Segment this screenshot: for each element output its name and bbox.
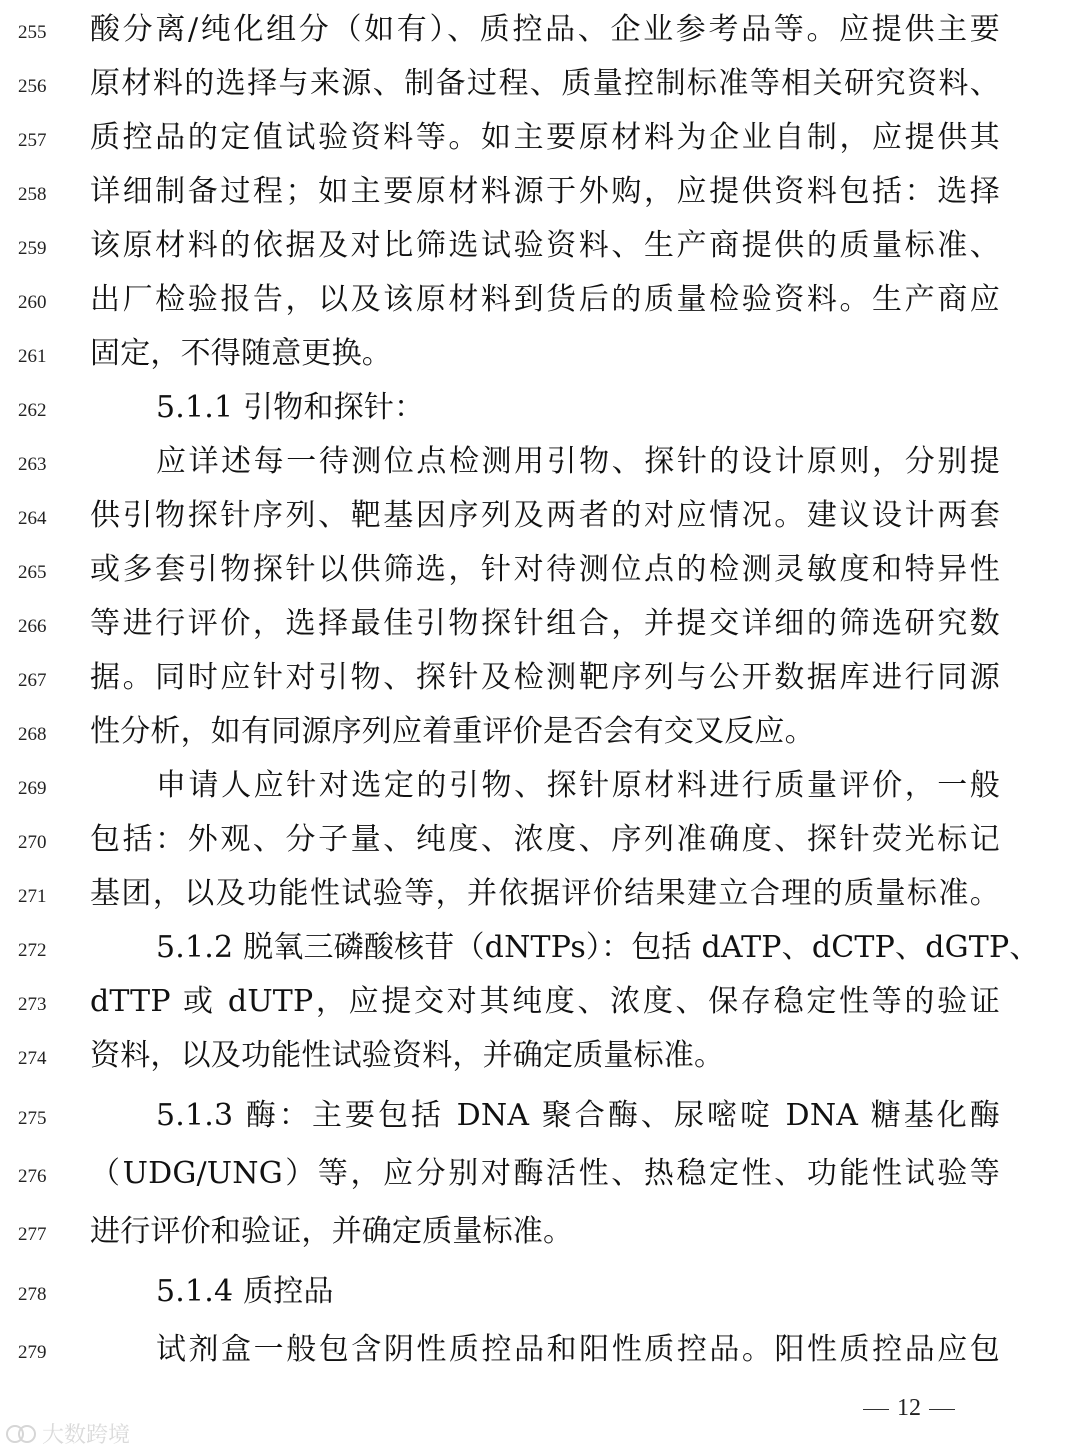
line-number: 279 bbox=[18, 1342, 47, 1363]
line-text: 据。同时应针对引物、探针及检测靶序列与公开数据库进行同源 bbox=[90, 660, 1000, 695]
line-text: 5.1.1 引物和探针： bbox=[156, 390, 425, 425]
line-text: 酸分离/纯化组分（如有）、质控品、企业参考品等。应提供主要 bbox=[90, 12, 1000, 47]
line-text: 5.1.3 酶：主要包括 DNA 聚合酶、尿嘧啶 DNA 糖基化酶 bbox=[156, 1098, 1000, 1133]
document-line bbox=[0, 878, 1080, 918]
line-number: 264 bbox=[18, 508, 47, 529]
line-text: （UDG/UNG）等，应分别对酶活性、热稳定性、功能性试验等 bbox=[90, 1156, 1000, 1191]
line-text: 试剂盒一般包含阴性质控品和阳性质控品。阳性质控品应包 bbox=[156, 1332, 1000, 1367]
line-number: 274 bbox=[18, 1048, 47, 1069]
document-line bbox=[0, 824, 1080, 864]
line-number: 278 bbox=[18, 1284, 47, 1305]
line-text: 或多套引物探针以供筛选，针对待测位点的检测灵敏度和特异性 bbox=[90, 552, 1000, 587]
line-number: 259 bbox=[18, 238, 47, 259]
line-number: 261 bbox=[18, 346, 47, 367]
line-text: dTTP 或 dUTP，应提交对其纯度、浓度、保存稳定性等的验证 bbox=[90, 984, 1000, 1019]
line-number: 265 bbox=[18, 562, 47, 583]
document-line bbox=[0, 986, 1080, 1026]
line-text: 该原材料的依据及对比筛选试验资料、生产商提供的质量标准、 bbox=[90, 228, 1000, 263]
document-line bbox=[0, 608, 1080, 648]
line-text: 等进行评价，选择最佳引物探针组合，并提交详细的筛选研究数 bbox=[90, 606, 1000, 641]
line-text: 应详述每一待测位点检测用引物、探针的设计原则，分别提 bbox=[156, 444, 1000, 479]
document-line bbox=[0, 770, 1080, 810]
line-number: 262 bbox=[18, 400, 47, 421]
line-number: 263 bbox=[18, 454, 47, 475]
line-number: 271 bbox=[18, 886, 47, 907]
document-line bbox=[0, 392, 1080, 432]
document-line bbox=[0, 338, 1080, 378]
line-text: 包括：外观、分子量、纯度、浓度、序列准确度、探针荧光标记 bbox=[90, 822, 1000, 857]
document-line bbox=[0, 446, 1080, 486]
document-line bbox=[0, 716, 1080, 756]
line-number: 266 bbox=[18, 616, 47, 637]
document-line bbox=[0, 1100, 1080, 1140]
document-line bbox=[0, 230, 1080, 270]
line-number: 260 bbox=[18, 292, 47, 313]
line-number: 268 bbox=[18, 724, 47, 745]
document-line bbox=[0, 14, 1080, 54]
line-number: 270 bbox=[18, 832, 47, 853]
document-line bbox=[0, 500, 1080, 540]
line-number: 257 bbox=[18, 130, 47, 151]
document-line bbox=[0, 1334, 1080, 1374]
line-text: 供引物探针序列、靶基因序列及两者的对应情况。建议设计两套 bbox=[90, 498, 1000, 533]
document-line bbox=[0, 1276, 1080, 1316]
document-line bbox=[0, 1216, 1080, 1256]
document-line bbox=[0, 932, 1080, 972]
line-text: 基团，以及功能性试验等，并依据评价结果建立合理的质量标准。 bbox=[90, 876, 1000, 911]
document-line bbox=[0, 176, 1080, 216]
line-number: 277 bbox=[18, 1224, 47, 1245]
line-text: 质控品的定值试验资料等。如主要原材料为企业自制，应提供其 bbox=[90, 120, 1000, 155]
watermark-logo-icon bbox=[6, 1423, 36, 1445]
line-text: 出厂检验报告，以及该原材料到货后的质量检验资料。生产商应 bbox=[90, 282, 1000, 317]
document-line bbox=[0, 662, 1080, 702]
line-number: 275 bbox=[18, 1108, 47, 1129]
line-text: 性分析，如有同源序列应着重评价是否会有交叉反应。 bbox=[90, 714, 815, 749]
document-line bbox=[0, 284, 1080, 324]
page-number: 12 bbox=[897, 1395, 921, 1421]
watermark-text: 大数跨境 bbox=[42, 1423, 131, 1448]
document-line bbox=[0, 1040, 1080, 1080]
line-number: 267 bbox=[18, 670, 47, 691]
line-number: 256 bbox=[18, 76, 47, 97]
line-text: 进行评价和验证，并确定质量标准。 bbox=[90, 1214, 574, 1249]
line-number: 258 bbox=[18, 184, 47, 205]
document-line bbox=[0, 122, 1080, 162]
watermark bbox=[6, 1418, 130, 1449]
line-text: 资料，以及功能性试验资料，并确定质量标准。 bbox=[90, 1038, 725, 1073]
document-line bbox=[0, 1158, 1080, 1198]
line-number: 272 bbox=[18, 940, 47, 961]
line-text: 固定，不得随意更换。 bbox=[90, 336, 392, 371]
line-text: 详细制备过程；如主要原材料源于外购，应提供资料包括：选择 bbox=[90, 174, 1000, 209]
line-text: 5.1.2 脱氧三磷酸核苷（dNTPs）：包括 dATP、dCTP、dGTP、 bbox=[156, 930, 1040, 965]
document-line bbox=[0, 68, 1080, 108]
line-number: 255 bbox=[18, 22, 47, 43]
line-number: 276 bbox=[18, 1166, 47, 1187]
page-footer bbox=[855, 1395, 963, 1422]
line-text: 申请人应针对选定的引物、探针原材料进行质量评价，一般 bbox=[156, 768, 1000, 803]
footer-dash-right bbox=[929, 1409, 955, 1411]
line-text: 5.1.4 质控品 bbox=[156, 1274, 334, 1309]
line-text: 原材料的选择与来源、制备过程、质量控制标准等相关研究资料、 bbox=[90, 66, 1000, 101]
document-line bbox=[0, 554, 1080, 594]
line-number: 269 bbox=[18, 778, 47, 799]
line-number: 273 bbox=[18, 994, 47, 1015]
footer-dash-left bbox=[863, 1409, 889, 1411]
